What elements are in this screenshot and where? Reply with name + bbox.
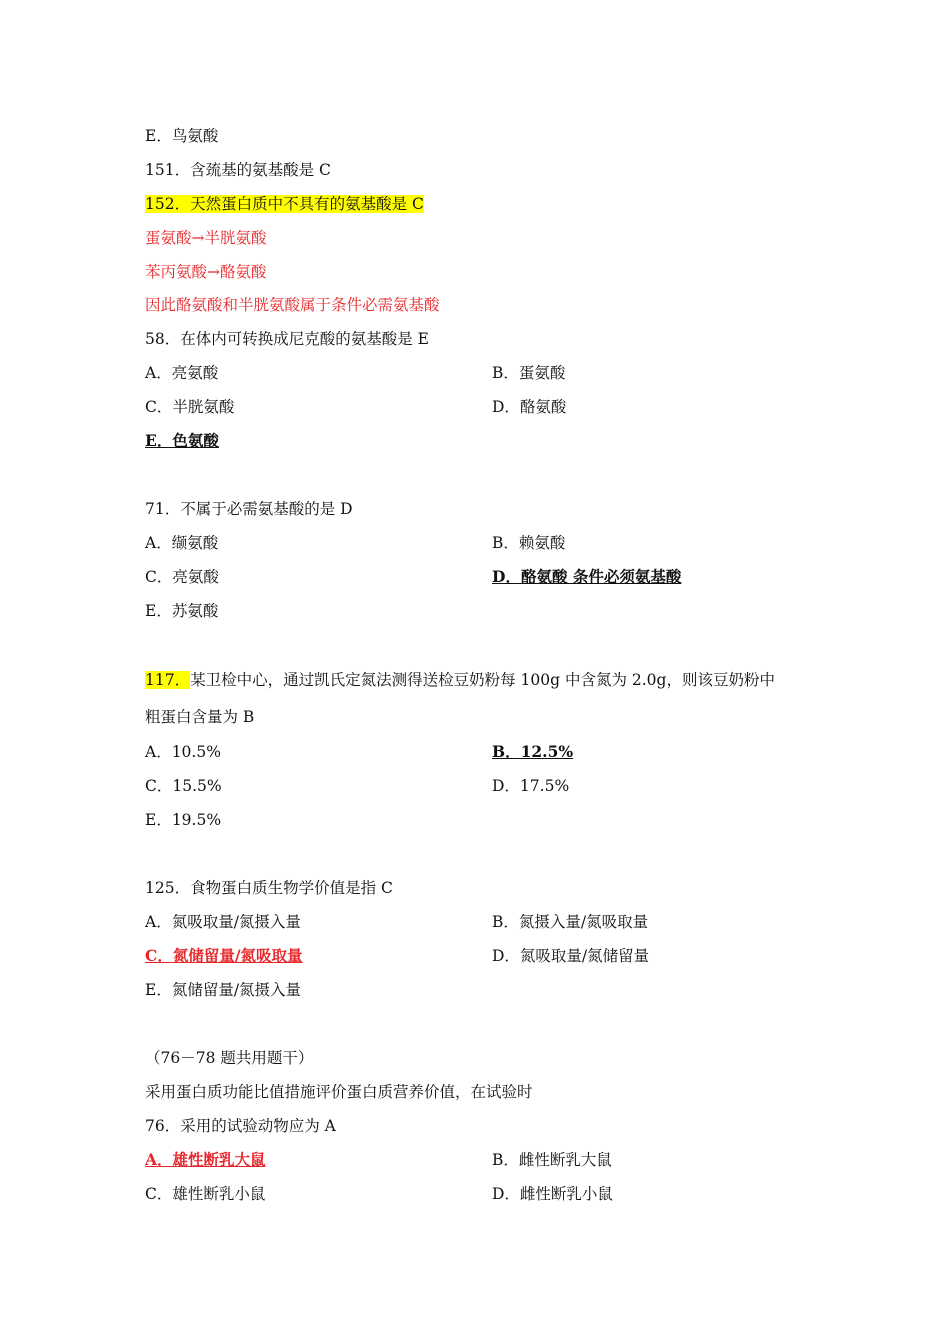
question-58: 58．在体内可转换成尼克酸的氨基酸是 E [145, 330, 429, 348]
option-e: E．鸟氨酸 [145, 127, 219, 145]
question-117-cont: 粗蛋白含量为 B [145, 708, 255, 726]
question-152: 152．天然蛋白质中不具有的氨基酸是 C [145, 195, 424, 213]
q125-option-c-answer: C．氮储留量/氮吸取量 [145, 946, 303, 965]
question-117 [145, 669, 775, 691]
shared-stem-text: 采用蛋白质功能比值措施评价蛋白质营养价值，在试验时 [145, 1083, 533, 1101]
q125-option-d: D．氮吸取量/氮储留量 [492, 947, 650, 965]
q117-option-d: D．17.5% [492, 777, 570, 795]
note-line-2: 苯丙氨酸→酪氨酸 [145, 263, 267, 281]
q76-option-c: C．雄性断乳小鼠 [145, 1185, 266, 1203]
q117-option-b-answer: B．12.5% [492, 742, 574, 761]
q125-option-a: A．氮吸取量/氮摄入量 [145, 913, 301, 931]
question-117-number: 117． [145, 671, 191, 689]
question-71: 71．不属于必需氨基酸的是 D [145, 500, 353, 518]
question-117-text: 某卫检中心，通过凯氏定氮法测得送检豆奶粉每 100g 中含氮为 2.0g，则该豆奶粉中 [190, 671, 775, 689]
q117-option-a: A．10.5% [145, 743, 221, 761]
note-line-1: 蛋氨酸→半胱氨酸 [145, 229, 267, 247]
shared-stem-header: （76－78 题共用题干） [145, 1049, 314, 1067]
q117-option-e: E．19.5% [145, 811, 222, 829]
q71-option-c: C．亮氨酸 [145, 568, 219, 586]
q71-option-d-answer: D．酪氨酸 条件必须氨基酸 [492, 567, 682, 586]
q125-option-b: B．氮摄入量/氮吸取量 [492, 913, 649, 931]
question-152-wrap [145, 193, 424, 215]
q58-option-d: D．酪氨酸 [492, 398, 567, 416]
question-76: 76．采用的试验动物应为 A [145, 1117, 336, 1135]
q71-option-b: B．赖氨酸 [492, 534, 566, 552]
q76-option-a-answer: A．雄性断乳大鼠 [145, 1150, 266, 1169]
q71-option-a: A．缬氨酸 [145, 534, 219, 552]
q58-option-a: A．亮氨酸 [145, 364, 219, 382]
q117-option-c: C．15.5% [145, 777, 222, 795]
q125-option-e: E．氮储留量/氮摄入量 [145, 981, 302, 999]
question-151: 151．含巯基的氨基酸是 C [145, 161, 331, 179]
q58-option-c: C．半胱氨酸 [145, 398, 235, 416]
q58-option-e-answer: E．色氨酸 [145, 431, 219, 450]
question-125: 125．食物蛋白质生物学价值是指 C [145, 879, 393, 897]
q76-option-d: D．雌性断乳小鼠 [492, 1185, 613, 1203]
q58-option-b: B．蛋氨酸 [492, 364, 566, 382]
q76-option-b: B．雌性断乳大鼠 [492, 1151, 612, 1169]
note-line-3: 因此酪氨酸和半胱氨酸属于条件必需氨基酸 [145, 296, 440, 314]
q71-option-e: E．苏氨酸 [145, 602, 219, 620]
